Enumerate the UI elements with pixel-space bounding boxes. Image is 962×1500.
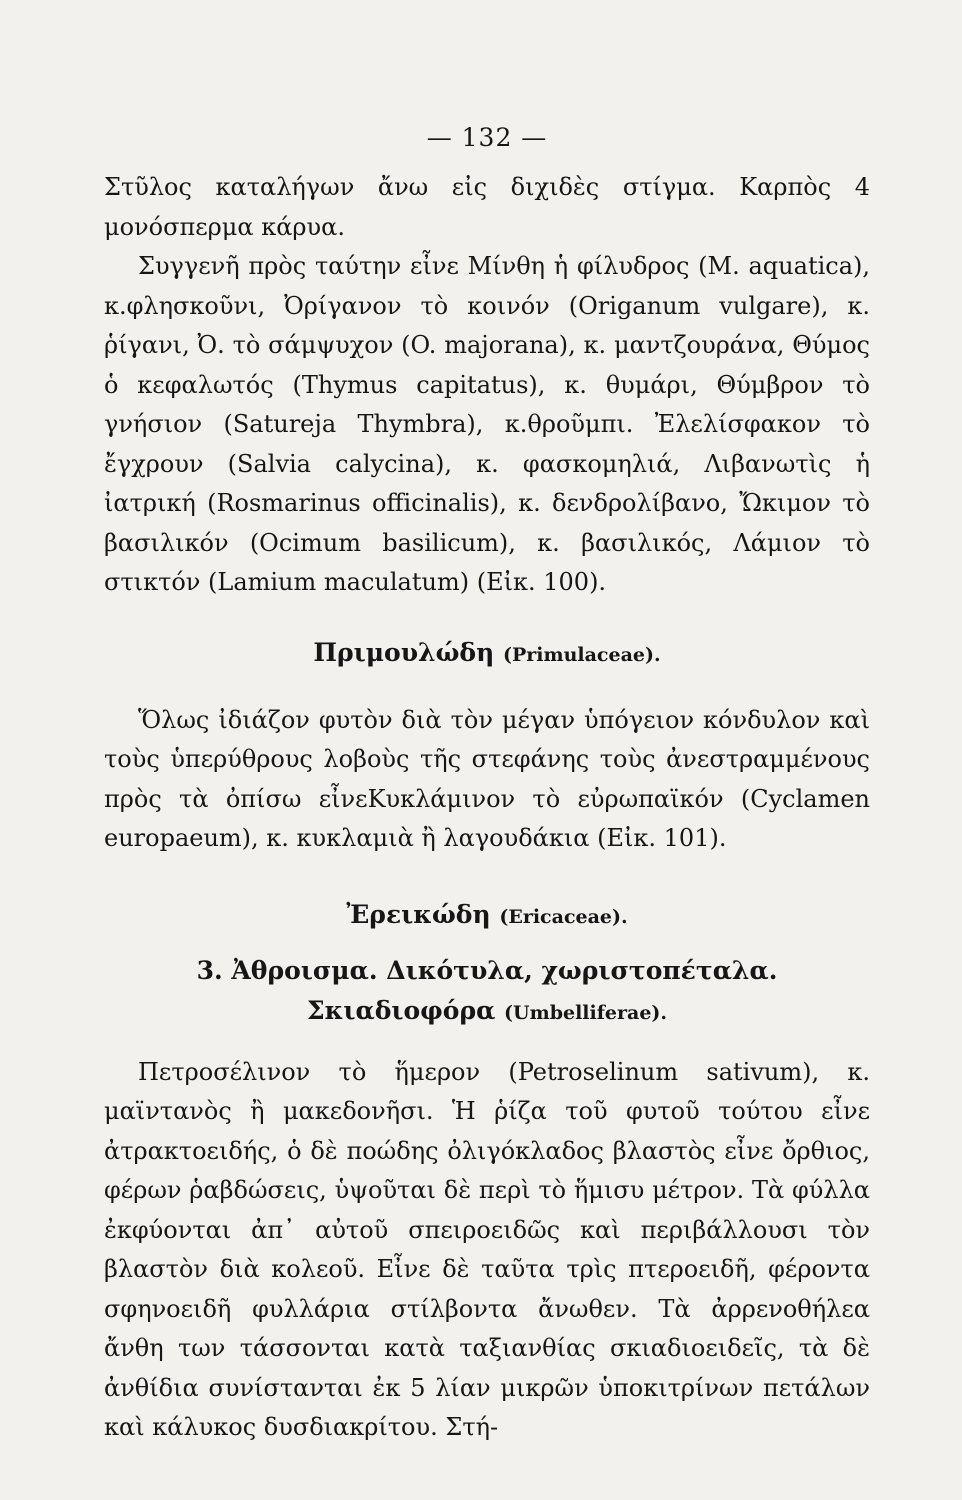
heading-latin-umbelliferae: (Umbelliferae). [504,1001,668,1024]
section-heading-umbelliferae [104,991,870,1033]
page-number: — 132 — [426,123,548,152]
heading-greek-umbelliferae: Σκιαδιοφόρα [306,995,496,1025]
heading-greek-primulaceae: Πριμουλώδη [313,637,495,667]
heading-latin-primulaceae: (Primulaceae). [502,643,661,666]
paragraph-related-species: Συγγενῆ πρὸς ταύτην εἶνε Μίνθη ἡ φίλυδρος (M. aquatica), κ.φλησκοῦνι, Ὀρίγανον τὸ κοινόν (Origanum vulgare), κ. ῥίγανι, Ὀ. τὸ σάμψυχον (O. majorana), κ. μαντζουράνα, Θύμος ὁ κεφαλωτός (Thymus capitatus), κ. θυμάρι, Θύμβρον τὸ γνήσιον (Satureja Thymbra), κ.θροῦμπι. Ἐλελίσφακον τὸ ἔγχρουν (Salvia calycina), κ. φασκομηλιά, Λιβανωτὶς ἡ ἰατρική (Rosmarinus officinalis), κ. δενδρολίβανο, Ὤκιμον τὸ βασιλικόν (Ocimum basilicum), κ. βασιλικός, Λάμιον τὸ στικτόν (Lamium maculatum) (Εἰκ. 100). [104,252,870,596]
paragraph-cyclamen: Ὅλως ἰδιάζον φυτὸν διὰ τὸν μέγαν ὑπόγειον κόνδυλον καὶ τοὺς ὑπερύθρους λοβοὺς τῆς στεφάνης τοὺς ἀνεστραμμένους πρὸς τὰ ὀπίσω εἶνεΚυκλάμινον τὸ εὐρωπαϊκόν (Cyclamen europaeum), κ. κυκλαμιὰ ἢ λαγουδάκια (Εἰκ. 101). [104,705,870,852]
paragraph-petroselinum: Πετροσέλινον τὸ ἥμερον (Petroselinum sativum), κ. μαϊντανὸς ἢ μακεδονῆσι. Ἡ ῥίζα τοῦ φυτοῦ τούτου εἶνε ἀτρακτοειδής, ὁ δὲ ποώδης ὀλιγόκλαδος βλαστὸς εἶνε ὄρθιος, φέρων ῥαβδώσεις, ὑψοῦται δὲ περὶ τὸ ἥμισυ μέτρον. Τὰ φύλλα ἐκφύονται ἀπ᾿ αὐτοῦ σπειροειδῶς καὶ περιβάλλουσι τὸν βλαστὸν διὰ κολεοῦ. Εἶνε δὲ ταῦτα τρὶς πτεροειδῆ, φέροντα σφηνοειδῆ φυλλάρια στίλβοντα ἄνωθεν. Τὰ ἀρρενοθήλεα ἄνθη των τάσσονται κατὰ ταξιανθίας σκιαδιοειδεῖς, τὰ δὲ ἀνθίδια συνίστανται ἐκ 5 λίαν μικρῶν ὑποκιτρίνων πετάλων καὶ κάλυκος δυσδιακρίτου. Στή- [104,1057,870,1441]
heading-latin-ericaceae: (Ericaceae). [499,905,628,928]
section-heading-primulaceae [104,633,870,675]
paragraph-style-description: Στῦλος καταλήγων ἄνω εἰς διχιδὲς στίγμα. Καρπὸς 4 μονόσπερμα κάρυα. [104,173,870,241]
heading-greek-ericaceae: Ἐρεικώδη [346,899,491,929]
section-heading-ericaceae [104,895,870,937]
section-heading-dicotyledons: 3. Ἀθροισμα. Δικότυλα, χωριστοπέταλα. [196,955,778,985]
